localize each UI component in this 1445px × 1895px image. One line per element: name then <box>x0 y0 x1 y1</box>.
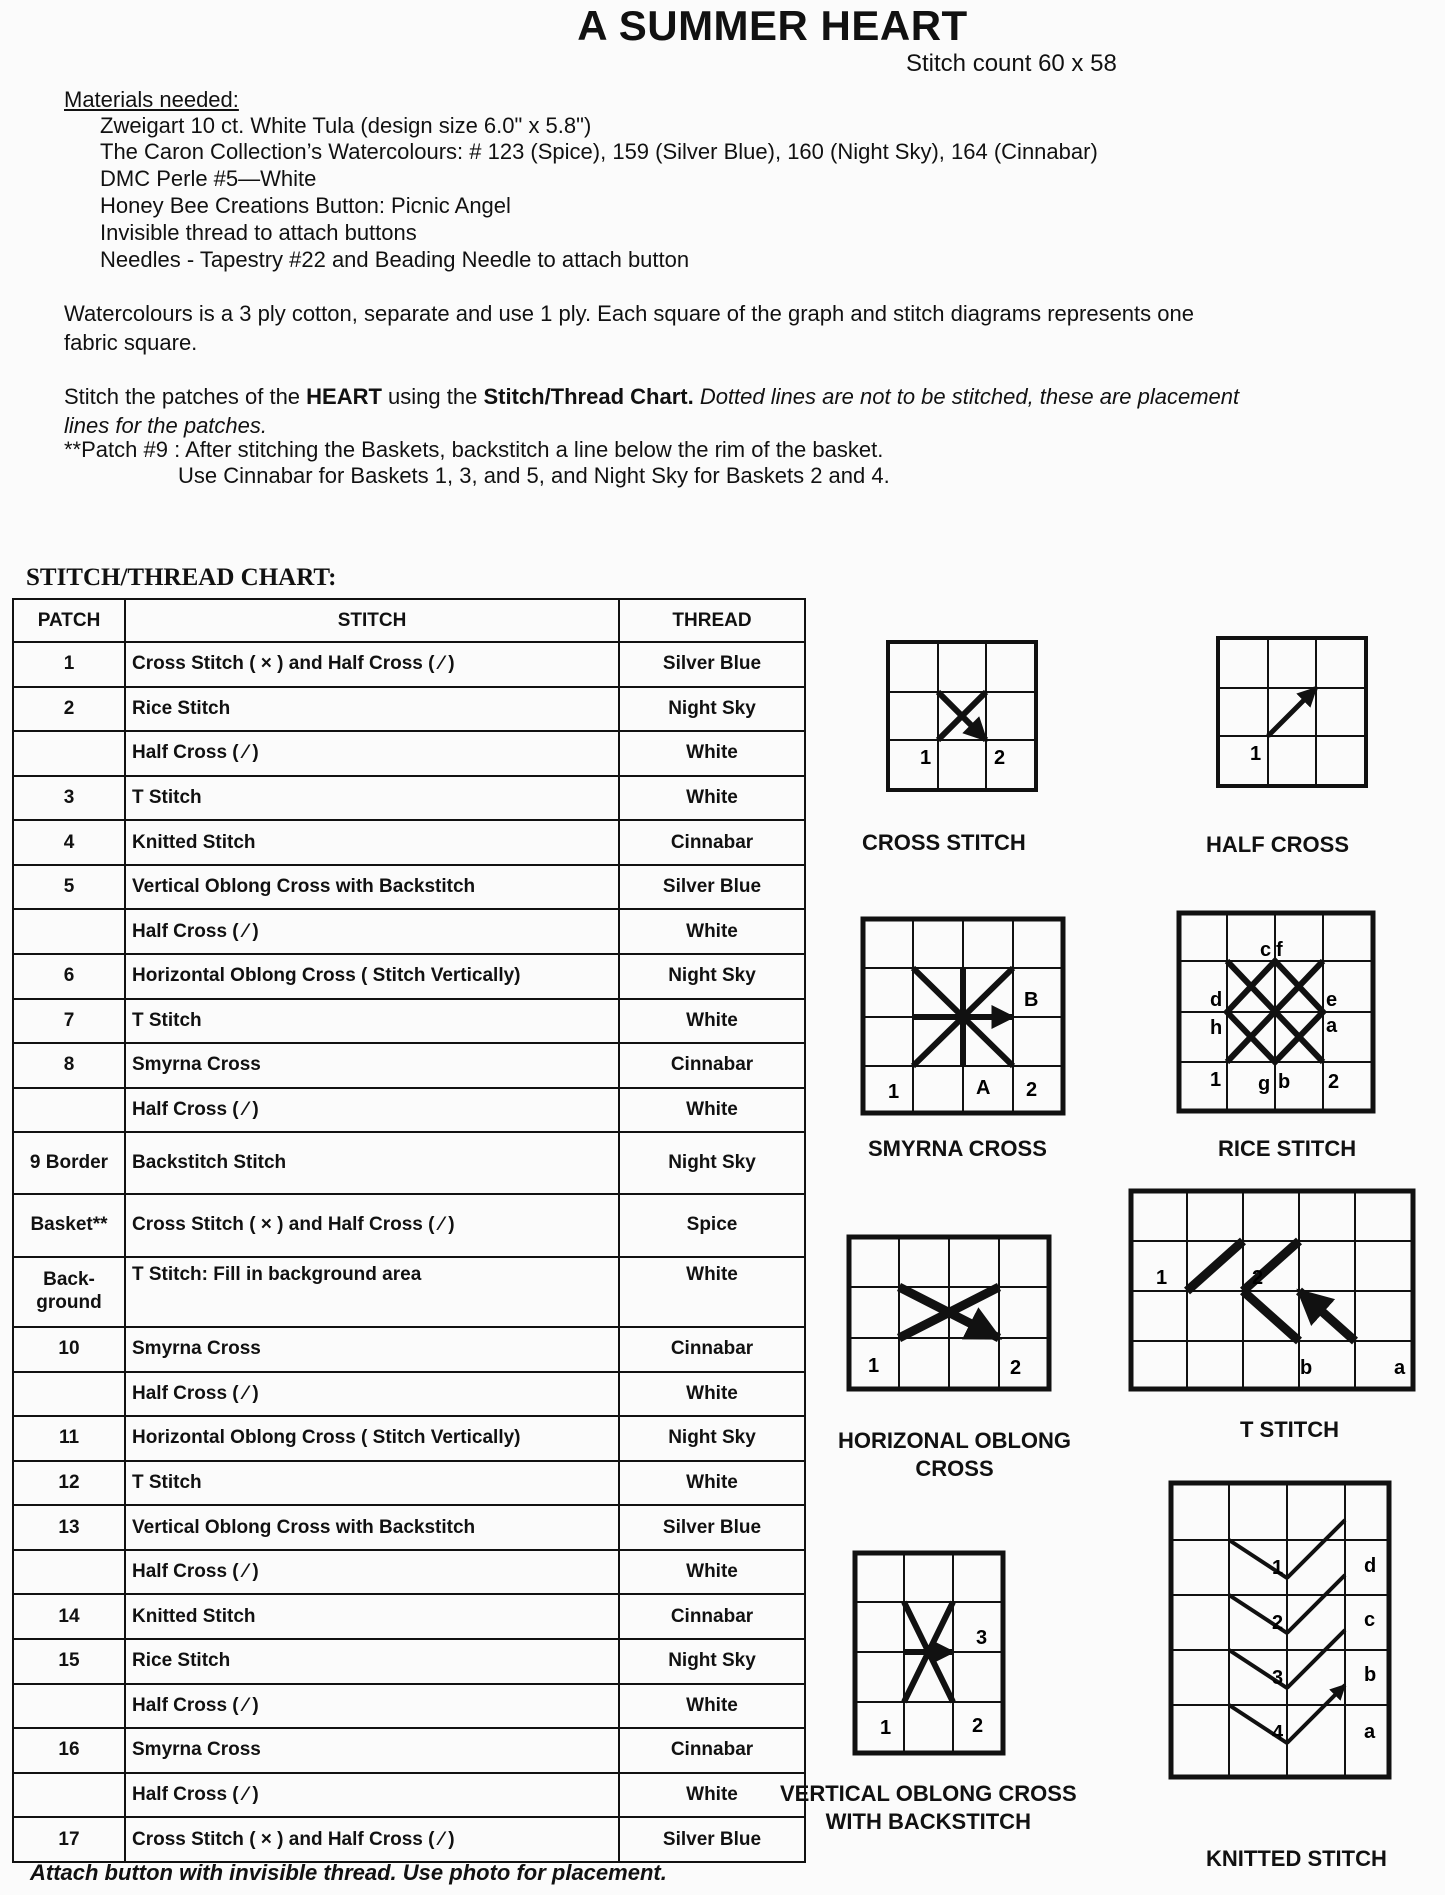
material-item: Zweigart 10 ct. White Tula (design size 6.0" x 5.8") <box>100 113 592 138</box>
thread-note-cont: fabric square. <box>64 330 198 355</box>
instr-heart: HEART <box>306 384 382 409</box>
thread-cell: Spice <box>619 1194 805 1256</box>
thread-cell: Silver Blue <box>619 1817 805 1862</box>
patch-cell <box>13 1773 125 1818</box>
stitch-cell: Half Cross ( ⁄ ) <box>125 731 619 776</box>
instr-chart-ref: Stitch/Thread Chart. <box>483 384 694 409</box>
table-row <box>13 820 805 865</box>
patch-cell: 8 <box>13 1043 125 1088</box>
thread-cell: Night Sky <box>619 1132 805 1194</box>
cross-stitch-diagram <box>886 640 1038 792</box>
patch-cell: 13 <box>13 1505 125 1550</box>
thread-cell: White <box>619 1684 805 1729</box>
thread-cell: White <box>619 1372 805 1417</box>
stitch-cell: Rice Stitch <box>125 687 619 732</box>
caption-t-stitch: T STITCH <box>1240 1417 1339 1442</box>
patch-cell: 17 <box>13 1817 125 1862</box>
thread-cell: White <box>619 1257 805 1327</box>
patch-instructions-cont: lines for the patches. <box>64 413 268 438</box>
patch-cell: 4 <box>13 820 125 865</box>
stitch-cell: Smyrna Cross <box>125 1327 619 1372</box>
instr-text: Stitch the patches of the <box>64 384 307 409</box>
thread-cell: White <box>619 1550 805 1595</box>
label-1: 1 <box>1250 743 1262 765</box>
label-a: a <box>1364 1721 1376 1743</box>
stitch-cell: T Stitch <box>125 999 619 1044</box>
col-header-stitch: STITCH <box>125 599 619 642</box>
table-row <box>13 731 805 776</box>
thread-cell: Cinnabar <box>619 820 805 865</box>
patch-cell: 6 <box>13 954 125 999</box>
table-row <box>13 687 805 732</box>
table-row <box>13 1505 805 1550</box>
table-row <box>13 909 805 954</box>
patch-cell <box>13 1550 125 1595</box>
stitch-cell: Horizontal Oblong Cross ( Stitch Vertically) <box>125 1416 619 1461</box>
patch-cell: 5 <box>13 865 125 910</box>
label-a: a <box>1394 1357 1406 1379</box>
knitted-stitch-diagram <box>1168 1480 1392 1780</box>
thread-cell: Cinnabar <box>619 1594 805 1639</box>
instr-text: using the <box>381 384 484 409</box>
thread-cell: Night Sky <box>619 1639 805 1684</box>
stitch-cell: T Stitch <box>125 776 619 821</box>
label-1: 1 <box>920 747 932 769</box>
stitch-cell: Horizontal Oblong Cross ( Stitch Vertically) <box>125 954 619 999</box>
label-4: 4 <box>1272 1722 1284 1744</box>
stitch-cell: Half Cross ( ⁄ ) <box>125 1550 619 1595</box>
caption-line: WITH BACKSTITCH <box>825 1809 1031 1834</box>
stitch-cell: Cross Stitch ( × ) and Half Cross ( ⁄ ) <box>125 642 619 687</box>
stitch-cell: Vertical Oblong Cross with Backstitch <box>125 865 619 910</box>
stitch-cell: Half Cross ( ⁄ ) <box>125 1372 619 1417</box>
stitch-cell: Knitted Stitch <box>125 820 619 865</box>
page-title: A SUMMER HEART <box>577 2 968 49</box>
patch-cell: 2 <box>13 687 125 732</box>
label-d: d <box>1364 1555 1377 1577</box>
material-item: Honey Bee Creations Button: Picnic Angel <box>100 193 511 218</box>
caption-line: VERTICAL OBLONG CROSS <box>780 1781 1077 1806</box>
label-3: 3 <box>1272 1667 1284 1689</box>
patch-instructions <box>64 384 1239 410</box>
patch-cell: 11 <box>13 1416 125 1461</box>
label-b: b <box>1364 1664 1377 1686</box>
thread-cell: Silver Blue <box>619 642 805 687</box>
patch-cell: 1 <box>13 642 125 687</box>
table-header-row <box>13 599 805 642</box>
smyrna-cross-diagram <box>860 916 1066 1116</box>
stitch-cell: Cross Stitch ( × ) and Half Cross ( ⁄ ) <box>125 1194 619 1256</box>
caption-line: HORIZONAL OBLONG <box>838 1428 1072 1453</box>
table-row <box>13 1043 805 1088</box>
table-row <box>13 1728 805 1773</box>
label-1: 1 <box>1156 1267 1168 1289</box>
table-row <box>13 1684 805 1729</box>
rice-stitch-diagram <box>1176 910 1376 1114</box>
table-row <box>13 1088 805 1133</box>
patch-cell <box>13 1372 125 1417</box>
thread-cell: White <box>619 909 805 954</box>
label-h: h <box>1210 1017 1223 1039</box>
thread-cell: White <box>619 731 805 776</box>
patch-cell: 14 <box>13 1594 125 1639</box>
label-A: A <box>976 1077 991 1099</box>
patch-cell <box>13 1088 125 1133</box>
instr-dotted-note: Dotted lines are not to be stitched, these are placement <box>693 384 1240 409</box>
patch-cell: 9 Border <box>13 1132 125 1194</box>
stitch-cell: Backstitch Stitch <box>125 1132 619 1194</box>
chart-heading: STITCH/THREAD CHART: <box>26 564 337 591</box>
stitch-cell: Half Cross ( ⁄ ) <box>125 909 619 954</box>
stitch-count: Stitch count 60 x 58 <box>906 50 1117 77</box>
label-b: b <box>1278 1071 1291 1093</box>
col-header-thread: THREAD <box>619 599 805 642</box>
col-header-patch: PATCH <box>13 599 125 642</box>
label-2: 2 <box>972 1715 984 1737</box>
table-row <box>13 776 805 821</box>
label-c: c <box>1260 939 1272 961</box>
table-row <box>13 1327 805 1372</box>
t-stitch-diagram <box>1128 1188 1416 1392</box>
table-row <box>13 1132 805 1194</box>
stitch-cell: Vertical Oblong Cross with Backstitch <box>125 1505 619 1550</box>
label-2: 2 <box>1010 1357 1022 1379</box>
table-row <box>13 954 805 999</box>
table-row <box>13 1594 805 1639</box>
stitch-cell: Smyrna Cross <box>125 1728 619 1773</box>
thread-cell: Silver Blue <box>619 1505 805 1550</box>
patch9-note: **Patch #9 : After stitching the Baskets, backstitch a line below the rim of the basket. <box>64 437 884 462</box>
materials-heading: Materials needed: <box>64 87 239 112</box>
thread-cell: Cinnabar <box>619 1043 805 1088</box>
label-g: g <box>1258 1073 1271 1095</box>
patch9-note-cont: Use Cinnabar for Baskets 1, 3, and 5, and Night Sky for Baskets 2 and 4. <box>178 463 890 488</box>
label-1: 1 <box>888 1081 900 1103</box>
thread-cell: Night Sky <box>619 954 805 999</box>
caption-knitted-stitch: KNITTED STITCH <box>1206 1846 1387 1871</box>
patch-cell <box>13 909 125 954</box>
stitch-cell: Smyrna Cross <box>125 1043 619 1088</box>
stitch-thread-table <box>12 598 806 1863</box>
caption-rice-stitch: RICE STITCH <box>1218 1136 1357 1161</box>
table-row <box>13 1194 805 1256</box>
caption-half-cross: HALF CROSS <box>1206 832 1349 857</box>
table-row <box>13 1639 805 1684</box>
label-2: 2 <box>1026 1079 1038 1101</box>
material-item: Invisible thread to attach buttons <box>100 220 417 245</box>
patch-cell: 12 <box>13 1461 125 1506</box>
thread-cell: White <box>619 1461 805 1506</box>
patch-cell: 15 <box>13 1639 125 1684</box>
label-1: 1 <box>880 1717 892 1739</box>
patch-cell: Back-ground <box>13 1257 125 1327</box>
patch-cell <box>13 1684 125 1729</box>
table-row <box>13 642 805 687</box>
patch-cell <box>13 731 125 776</box>
label-1: 1 <box>868 1355 880 1377</box>
label-1: 1 <box>1272 1557 1284 1579</box>
footer-note: Attach button with invisible thread. Use photo for placement. <box>30 1860 667 1885</box>
caption-vertical-oblong <box>780 1780 1077 1836</box>
stitch-cell: Rice Stitch <box>125 1639 619 1684</box>
patch-cell: 7 <box>13 999 125 1044</box>
thread-cell: Silver Blue <box>619 865 805 910</box>
label-3: 3 <box>976 1627 988 1649</box>
caption-horizontal-oblong <box>838 1427 1071 1483</box>
stitch-cell: T Stitch <box>125 1461 619 1506</box>
label-a: a <box>1326 1015 1338 1037</box>
stitch-cell: Knitted Stitch <box>125 1594 619 1639</box>
table-row <box>13 1773 805 1818</box>
stitch-cell: Half Cross ( ⁄ ) <box>125 1088 619 1133</box>
table-row <box>13 865 805 910</box>
thread-cell: White <box>619 776 805 821</box>
label-2: 2 <box>994 747 1006 769</box>
material-item: The Caron Collection’s Watercolours: # 123 (Spice), 159 (Silver Blue), 160 (Night Sky), 164 (Cinnabar) <box>100 139 1098 164</box>
thread-cell: Cinnabar <box>619 1728 805 1773</box>
patch-cell: Basket** <box>13 1194 125 1256</box>
table-row <box>13 1550 805 1595</box>
label-2: 2 <box>1272 1612 1284 1634</box>
patch-cell: 10 <box>13 1327 125 1372</box>
material-item: DMC Perle #5—White <box>100 166 317 191</box>
thread-cell: Night Sky <box>619 1416 805 1461</box>
vertical-oblong-cross-diagram <box>852 1550 1006 1756</box>
label-2: 2 <box>1328 1071 1340 1093</box>
thread-cell: Cinnabar <box>619 1327 805 1372</box>
stitch-cell: Half Cross ( ⁄ ) <box>125 1684 619 1729</box>
table-row <box>13 999 805 1044</box>
label-2: 2 <box>1252 1267 1264 1289</box>
caption-cross-stitch: CROSS STITCH <box>862 830 1026 855</box>
label-f: f <box>1276 939 1283 961</box>
label-c: c <box>1364 1609 1376 1631</box>
thread-cell: White <box>619 1088 805 1133</box>
stitch-cell: Cross Stitch ( × ) and Half Cross ( ⁄ ) <box>125 1817 619 1862</box>
horizontal-oblong-cross-diagram <box>846 1234 1052 1392</box>
label-B: B <box>1024 989 1039 1011</box>
label-1: 1 <box>1210 1069 1222 1091</box>
thread-cell: White <box>619 999 805 1044</box>
table-row <box>13 1817 805 1862</box>
table-row <box>13 1257 805 1327</box>
patch-cell: 16 <box>13 1728 125 1773</box>
stitch-cell: Half Cross ( ⁄ ) <box>125 1773 619 1818</box>
label-b: b <box>1300 1357 1313 1379</box>
caption-line: CROSS <box>915 1456 994 1481</box>
table-row <box>13 1372 805 1417</box>
thread-note: Watercolours is a 3 ply cotton, separate and use 1 ply. Each square of the graph and stitch diagrams represents one <box>64 301 1194 326</box>
table-row <box>13 1416 805 1461</box>
table-row <box>13 1461 805 1506</box>
patch-cell: 3 <box>13 776 125 821</box>
caption-smyrna-cross: SMYRNA CROSS <box>868 1136 1047 1161</box>
label-d: d <box>1210 989 1223 1011</box>
label-e: e <box>1326 989 1338 1011</box>
thread-cell: Night Sky <box>619 687 805 732</box>
material-item: Needles - Tapestry #22 and Beading Needle to attach button <box>100 247 690 272</box>
half-cross-diagram <box>1216 636 1368 788</box>
thread-cell: White <box>619 1773 805 1818</box>
stitch-cell: T Stitch: Fill in background area <box>125 1257 619 1327</box>
